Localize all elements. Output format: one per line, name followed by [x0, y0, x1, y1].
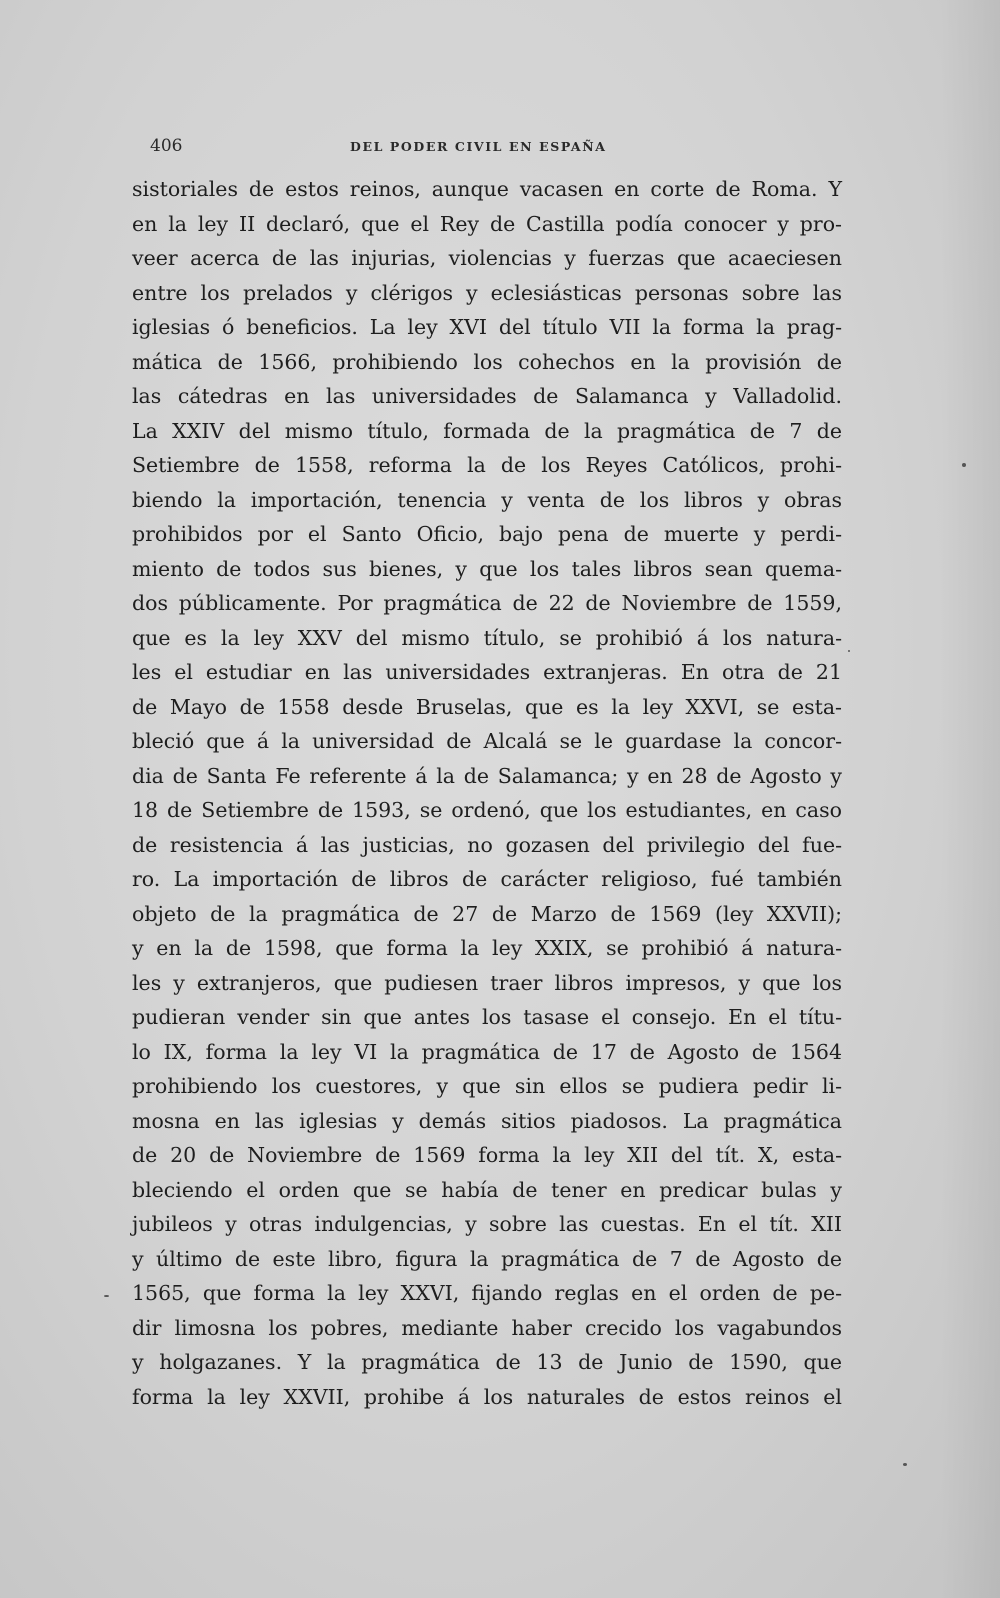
text-line: 18 de Setiembre de 1593, se ordenó, que los estudiantes, en caso — [132, 798, 842, 822]
text-line: lo IX, forma la ley VI la pragmática de 17 de Agosto de 1564 — [132, 1039, 842, 1064]
text-line: y en la de 1598, que forma la ley XXIX, se prohibió á natura- — [132, 936, 842, 960]
text-line: bleció que á la universidad de Alcalá se le guardase la concor- — [132, 729, 842, 753]
text-line: 1565, que forma la ley XXVI, fijando reglas en el orden de pe- — [132, 1281, 842, 1305]
text-line: dir limosna los pobres, mediante haber crecido los vagabundos — [132, 1315, 842, 1340]
text-line: de resistencia á las justicias, no gozasen del privilegio del fue- — [132, 832, 842, 857]
text-line: objeto de la pragmática de 27 de Marzo de 1569 (ley XXVII); — [132, 901, 842, 926]
text-line: La XXIV del mismo título, formada de la pragmática de 7 de — [132, 418, 842, 443]
text-line: bleciendo el orden que se había de tener en predicar bulas y — [132, 1177, 842, 1202]
page-number: 406 — [150, 136, 183, 156]
text-line: mosna en las iglesias y demás sitios piadosos. La pragmática — [132, 1108, 842, 1133]
text-line: Setiembre de 1558, reforma la de los Reyes Católicos, prohi- — [132, 453, 842, 477]
text-line: y holgazanes. Y la pragmática de 13 de Junio de 1590, que — [132, 1350, 842, 1374]
text-line: de 20 de Noviembre de 1569 forma la ley XII del tít. X, esta- — [132, 1143, 842, 1167]
text-line: veer acerca de las injurias, violencias y fuerzas que acaeciesen — [132, 246, 842, 270]
text-line: prohibiendo los cuestores, y que sin ellos se pudiera pedir li- — [132, 1074, 842, 1098]
text-line: en la ley II declaró, que el Rey de Castilla podía conocer y pro- — [132, 211, 842, 236]
text-line: dia de Santa Fe referente á la de Salamanca; y en 28 de Agosto y — [132, 763, 842, 788]
text-line: mática de 1566, prohibiendo los cohechos en la provisión de — [132, 349, 842, 374]
text-line: jubileos y otras indulgencias, y sobre las cuestas. En el tít. XII — [132, 1212, 842, 1236]
text-line: y último de este libro, figura la pragmática de 7 de Agosto de — [132, 1246, 842, 1271]
text-line: ro. La importación de libros de carácter religioso, fué también — [132, 867, 842, 891]
text-line: les y extranjeros, que pudiesen traer libros impresos, y que los — [132, 970, 842, 995]
text-line: pudieran vender sin que antes los tasase el consejo. En el títu- — [132, 1005, 842, 1029]
text-line: miento de todos sus bienes, y que los tales libros sean quema- — [132, 556, 842, 581]
paper-speck — [848, 650, 850, 652]
text-line: que es la ley XXV del mismo título, se prohibió á los natura- — [132, 625, 842, 650]
text-line: dos públicamente. Por pragmática de 22 de Noviembre de 1559, — [132, 591, 842, 615]
text-line: forma la ley XXVII, prohibe á los naturales de estos reinos el — [132, 1384, 842, 1409]
page-header — [150, 136, 840, 160]
paper-speck — [903, 1463, 907, 1466]
text-line: de Mayo de 1558 desde Bruselas, que es la ley XXVI, se esta- — [132, 694, 842, 719]
paper-speck — [104, 1295, 109, 1297]
text-line: prohibidos por el Santo Oficio, bajo pena de muerte y perdi- — [132, 522, 842, 546]
text-line: iglesias ó beneficios. La ley XVI del título VII la forma la prag- — [132, 315, 842, 339]
text-line: sistoriales de estos reinos, aunque vacasen en corte de Roma. Y — [132, 177, 842, 201]
running-head: DEL PODER CIVIL EN ESPAÑA — [350, 139, 607, 154]
page-edge-shading — [940, 0, 1000, 1598]
body-text — [132, 172, 842, 1414]
paper-speck — [962, 463, 966, 467]
text-line: biendo la importación, tenencia y venta de los libros y obras — [132, 487, 842, 512]
text-line: entre los prelados y clérigos y eclesiásticas personas sobre las — [132, 280, 842, 305]
text-line: las cátedras en las universidades de Salamanca y Valladolid. — [132, 384, 842, 408]
text-line: les el estudiar en las universidades extranjeras. En otra de 21 — [132, 660, 842, 684]
